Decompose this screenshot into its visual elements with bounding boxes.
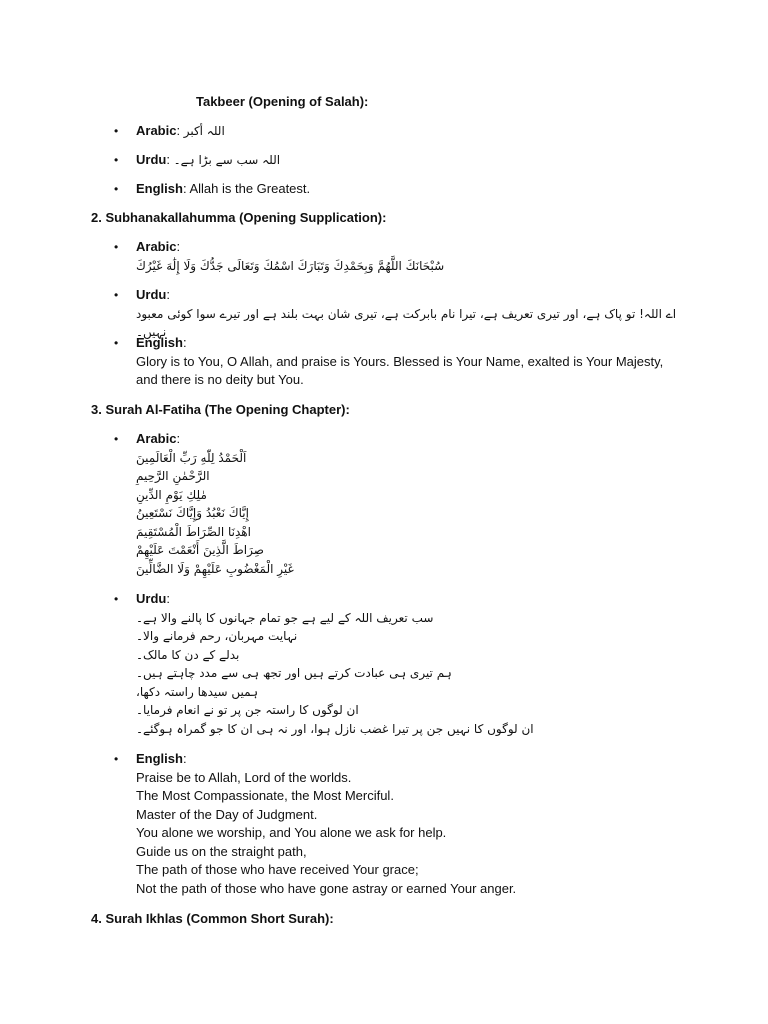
subhanaka-arabic-text: سُبْحَانَكَ اللَّهُمَّ وَبِحَمْدِكَ وَتَبَارَكَ اسْمُكَ وَتَعَالَى جَدُّكَ وَلَا إِلَٰهَ غَيْرُكَ bbox=[136, 258, 445, 273]
fatiha-arabic-line: الرَّحْمٰنِ الرَّحِيمِ bbox=[136, 469, 210, 483]
fatiha-english-line: Praise be to Allah, Lord of the worlds. bbox=[136, 769, 352, 785]
fatiha-english-line: The path of those who have received Your grace; bbox=[136, 862, 419, 877]
fatiha-urdu-line: ان لوگوں کا نہیں جن پر تیرا غضب نازل ہوا، اور نہ ہی ان کا جو گمراہ ہوگئے۔ bbox=[136, 721, 534, 736]
fatiha-urdu-line: ان لوگوں کا راستہ جن پر تو نے انعام فرمایا۔ bbox=[136, 703, 359, 717]
fatiha-heading: 3. Surah Al-Fatiha (The Opening Chapter): bbox=[91, 402, 350, 417]
fatiha-urdu-line: سب تعریف اللہ کے لیے ہے جو تمام جہانوں کا پالنے والا ہے۔ bbox=[136, 610, 434, 625]
arabic-label: Arabic bbox=[136, 123, 177, 138]
takbeer-heading: Takbeer (Opening of Salah): bbox=[196, 94, 369, 109]
fatiha-english-line: Guide us on the straight path, bbox=[136, 843, 307, 859]
fatiha-arabic-line: صِرَاطَ الَّذِينَ أَنْعَمْتَ عَلَيْهِمْ bbox=[136, 543, 264, 557]
urdu-label: Urdu bbox=[136, 591, 167, 606]
bullet-icon: • bbox=[114, 240, 119, 254]
fatiha-urdu-line: ہم تیری ہی عبادت کرتے ہیں اور تجھ ہی سے مدد چاہتے ہیں۔ bbox=[136, 666, 452, 680]
subhanaka-urdu-text: اے اللہ! تو پاک ہے، اور تیری تعریف ہے، تیرا نام بابرکت ہے، تیری شان بہت بلند ہے اور تیرے سوا کوئی معبود نہیں۔ bbox=[136, 306, 677, 339]
fatiha-arabic-item: Arabic: اَلْحَمْدُ لِلّٰهِ رَبِّ الْعَالَمِينَ الرَّحْمٰنِ الرَّحِيمِ مٰلِكِ يَوْمِ الدِّينِ إِيَّاكَ نَعْبُدُ وَإِيَّاكَ نَسْتَعِينُ اهْدِنَا الصِّرَاطَ الْمُسْتَقِيمَ صِرَاطَ الَّذِينَ أَنْعَمْتَ عَلَيْهِمْ غَيْرِ الْمَغْضُوبِ عَلَيْهِمْ وَلَا الضَّالِّينَ bbox=[136, 430, 696, 578]
fatiha-urdu-line: ہمیں سیدھا راستہ دکھا، bbox=[136, 684, 259, 699]
urdu-label: Urdu bbox=[136, 152, 167, 167]
fatiha-arabic-line: غَيْرِ الْمَغْضُوبِ عَلَيْهِمْ وَلَا الضَّالِّينَ bbox=[136, 561, 294, 576]
bullet-icon: • bbox=[114, 182, 119, 196]
fatiha-urdu-lines bbox=[136, 609, 696, 739]
fatiha-english-line: Not the path of those who have gone astray or earned Your anger. bbox=[136, 880, 517, 896]
ikhlas-heading: 4. Surah Ikhlas (Common Short Surah): bbox=[91, 911, 334, 926]
arabic-label: Arabic bbox=[136, 431, 177, 446]
subhanaka-urdu-item: Urdu: اے اللہ! تو پاک ہے، اور تیری تعریف ہے، تیرا نام بابرکت ہے، تیری شان بہت بلند ہے اور تیرے سوا کوئی معبود نہیں۔ bbox=[136, 286, 696, 342]
subhanaka-arabic-item: Arabic: سُبْحَانَكَ اللَّهُمَّ وَبِحَمْدِكَ وَتَبَارَكَ اسْمُكَ وَتَعَالَى جَدُّكَ وَلَا إِلَٰهَ غَيْرُكَ bbox=[136, 238, 696, 275]
takbeer-english-item bbox=[136, 180, 696, 199]
fatiha-urdu-item: Urdu: سب تعریف اللہ کے لیے ہے جو تمام جہانوں کا پالنے والا ہے۔ نہایت مہربان، رحم فرمانے والا۔ بدلے کے دن کا مالک۔ ہم تیری ہی عبادت کرتے ہیں اور تجھ ہی سے مدد چاہتے ہیں۔ ہمیں سیدھا راستہ دکھا، ان لوگوں کا راستہ جن پر تو نے انعام فرمایا۔ ان لوگوں کا نہیں جن پر تیرا غضب نازل ہوا، اور نہ ہی ان کا جو گمراہ ہوگئے۔ bbox=[136, 590, 696, 738]
fatiha-arabic-lines bbox=[136, 449, 696, 579]
takbeer-urdu-item: Urdu: اللہ سب سے بڑا ہے۔ bbox=[136, 152, 281, 167]
takbeer-urdu-text: اللہ سب سے بڑا ہے۔ bbox=[173, 153, 281, 167]
subhanaka-english-item: English: Glory is to You, O Allah, and praise is Yours. Blessed is Your Name, exalted is Your Majesty, and there is no deity but You. bbox=[136, 334, 666, 390]
takbeer-arabic-item: Arabic: اللہ أکبر bbox=[136, 123, 225, 138]
english-label: English bbox=[136, 181, 183, 196]
bullet-icon: • bbox=[114, 752, 119, 766]
fatiha-english-lines bbox=[136, 769, 696, 899]
bullet-icon: • bbox=[114, 153, 119, 167]
fatiha-arabic-line: مٰلِكِ يَوْمِ الدِّينِ bbox=[136, 487, 207, 502]
english-label: English bbox=[136, 751, 183, 766]
fatiha-english-line: You alone we worship, and You alone we ask for help. bbox=[136, 825, 447, 840]
bullet-icon: • bbox=[114, 592, 119, 606]
bullet-icon: • bbox=[114, 432, 119, 446]
takbeer-english-text: : Allah is the Greatest. bbox=[182, 181, 311, 196]
bullet-icon: • bbox=[114, 336, 119, 350]
fatiha-urdu-line: بدلے کے دن کا مالک۔ bbox=[136, 647, 240, 662]
subhanaka-heading: 2. Subhanakallahumma (Opening Supplication): bbox=[91, 210, 387, 225]
arabic-label: Arabic bbox=[136, 239, 177, 254]
fatiha-english-line: Master of the Day of Judgment. bbox=[136, 806, 318, 822]
subhanaka-english-text: Glory is to You, O Allah, and praise is Yours. Blessed is Your Name, exalted is Your Majesty, and there is no deity but You. bbox=[136, 353, 664, 387]
urdu-label: Urdu bbox=[136, 287, 167, 302]
fatiha-english-line: The Most Compassionate, the Most Merciful. bbox=[136, 788, 394, 803]
fatiha-english-item: English: Praise be to Allah, Lord of the worlds. The Most Compassionate, the Most Merciful. Master of the Day of Judgment. You alone we worship, and You alone we ask for help. Guide us on the straight path, The path of those who have received Your grace; Not the path of those who have gone astray or earned Your anger. bbox=[136, 750, 696, 898]
fatiha-urdu-line: نہایت مہربان، رحم فرمانے والا۔ bbox=[136, 629, 298, 643]
english-label: English bbox=[136, 335, 183, 350]
takbeer-arabic-text: اللہ أکبر bbox=[183, 124, 225, 138]
fatiha-arabic-line: إِيَّاكَ نَعْبُدُ وَإِيَّاكَ نَسْتَعِينُ bbox=[136, 506, 249, 520]
fatiha-arabic-line: اهْدِنَا الصِّرَاطَ الْمُسْتَقِيمَ bbox=[136, 524, 251, 539]
bullet-icon: • bbox=[114, 288, 119, 302]
bullet-icon: • bbox=[114, 124, 119, 138]
fatiha-arabic-line: اَلْحَمْدُ لِلّٰهِ رَبِّ الْعَالَمِينَ bbox=[136, 450, 247, 465]
